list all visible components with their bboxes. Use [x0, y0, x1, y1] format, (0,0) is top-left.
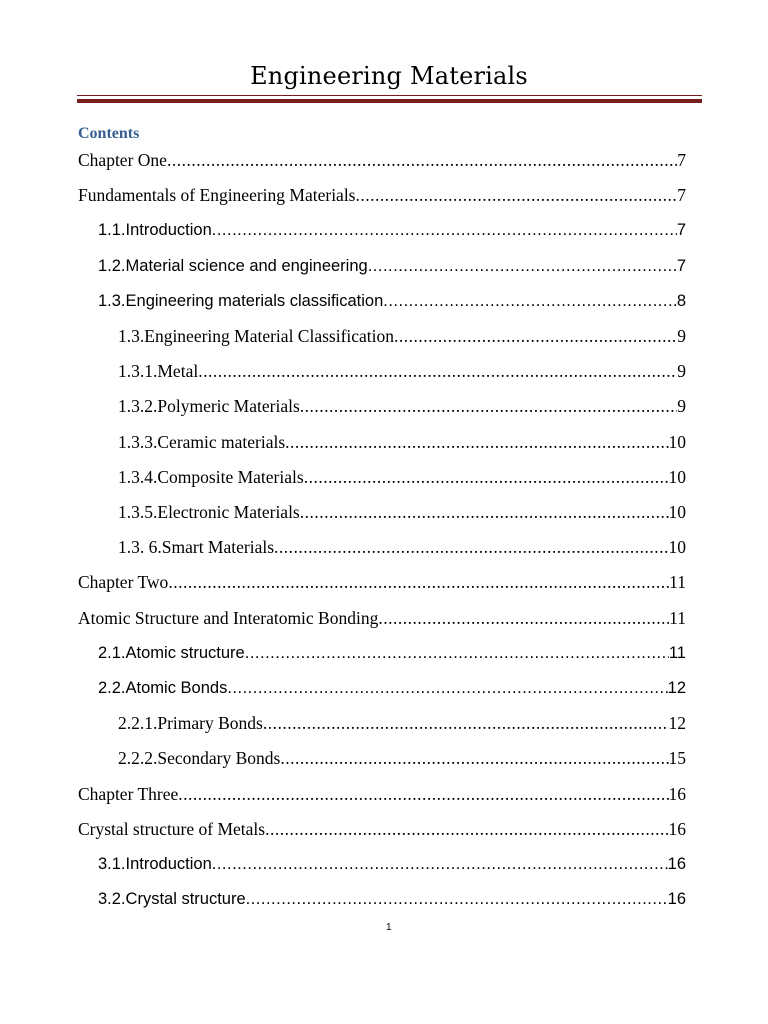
toc-entry-label: Polymeric Materials: [157, 396, 300, 417]
toc-entry-page: 9: [677, 326, 686, 346]
toc-entry[interactable]: [78, 817, 686, 841]
toc-entry-page: 16: [667, 855, 686, 873]
toc-entry-number: 2.2.2.: [118, 748, 158, 769]
toc-entry[interactable]: [98, 289, 686, 313]
toc-entry-number: 2.1.: [98, 643, 126, 662]
toc-dot-leader: [285, 430, 668, 454]
toc-dot-leader: [263, 711, 669, 735]
toc-dot-leader: [304, 465, 669, 489]
toc-dot-leader: [245, 641, 669, 665]
toc-entry[interactable]: [118, 746, 686, 770]
toc-entry[interactable]: [98, 887, 686, 911]
toc-entry-page: 10: [668, 466, 686, 487]
toc-entry[interactable]: [118, 430, 686, 454]
toc-entry-label: Secondary Bonds: [157, 748, 281, 769]
toc-dot-leader: [178, 782, 668, 806]
toc-entry[interactable]: [78, 570, 686, 594]
toc-entry-page: 9: [677, 396, 686, 417]
toc-entry-number: 3.1.: [98, 855, 126, 873]
toc-entry-number: 3.2.: [98, 890, 126, 909]
title-rule-thick: [77, 99, 702, 103]
toc-entry-label: Primary Bonds: [157, 713, 263, 734]
toc-dot-leader: [280, 746, 668, 770]
toc-dot-leader: [212, 852, 668, 876]
toc-entry-number: 1.3.: [118, 326, 145, 346]
toc-dot-leader: [227, 676, 667, 700]
toc-entry-label: Atomic structure: [125, 643, 245, 662]
toc-entry-page: 11: [668, 643, 686, 662]
toc-entry-label: Atomic Bonds: [125, 679, 228, 697]
toc-dot-leader: [368, 254, 677, 278]
toc-dot-leader: [167, 148, 677, 172]
toc-entry[interactable]: [118, 324, 686, 348]
toc-entry[interactable]: [118, 465, 686, 489]
toc-entry-page: 9: [677, 361, 686, 382]
toc-entry-number: 1.3. 6.: [118, 537, 162, 558]
toc-dot-leader: [300, 394, 677, 418]
toc-entry[interactable]: [78, 606, 686, 630]
toc-entry[interactable]: [98, 852, 686, 876]
toc-entry[interactable]: [118, 535, 686, 559]
toc-entry[interactable]: [118, 359, 686, 383]
toc-dot-leader: [378, 606, 669, 630]
toc-entry-page: 10: [668, 431, 686, 452]
toc-entry[interactable]: [98, 254, 686, 278]
toc-entry-page: 7: [676, 256, 686, 275]
toc-entry[interactable]: [98, 641, 686, 665]
toc-entry-label: Metal: [157, 361, 199, 382]
toc-dot-leader: [265, 817, 668, 841]
toc-entry-number: 2.2.1.: [118, 713, 158, 734]
toc-dot-leader: [246, 887, 668, 911]
toc-entry[interactable]: [98, 218, 686, 242]
toc-entry-number: 1.3.5.: [118, 502, 158, 522]
toc-dot-leader: [356, 183, 678, 207]
toc-entry-number: 1.3.1.: [118, 361, 158, 382]
toc-entry-page: 12: [668, 713, 686, 734]
toc-entry-label: Crystal structure: [125, 890, 246, 909]
toc-entry-label: Electronic Materials: [157, 502, 300, 522]
toc-entry-page: 7: [676, 221, 686, 240]
toc-entry-number: 1.1.: [98, 221, 126, 240]
contents-heading: Contents: [78, 125, 140, 142]
toc-entry-label: Engineering materials classification: [125, 291, 384, 310]
toc-entry-label: Chapter Two: [78, 572, 169, 593]
document-title: Engineering Materials: [250, 62, 528, 90]
toc-entry-label: Introduction: [125, 221, 212, 240]
page-number: 1: [386, 922, 392, 933]
toc-entry-label: Fundamentals of Engineering Materials: [78, 185, 356, 206]
toc-dot-leader: [300, 500, 669, 524]
toc-entry-page: 12: [667, 679, 686, 697]
toc-entry-number: 1.3.3.: [118, 431, 158, 452]
toc-dot-leader: [212, 218, 677, 242]
toc-entry-label: Ceramic materials: [157, 431, 286, 452]
toc-entry-page: 16: [667, 890, 686, 909]
toc-entry-page: 7: [677, 150, 686, 170]
toc-entry-page: 16: [668, 818, 686, 839]
toc-entry-page: 11: [669, 572, 686, 593]
toc-entry-label: Smart Materials: [161, 537, 275, 558]
toc-entry-label: Introduction: [125, 855, 212, 873]
toc-entry-page: 11: [669, 607, 686, 628]
toc-entry-page: 8: [676, 291, 686, 310]
toc-entry-label: Chapter One: [78, 150, 167, 170]
toc-entry[interactable]: [78, 148, 686, 172]
toc-entry-page: 10: [668, 537, 686, 558]
toc-entry[interactable]: [78, 183, 686, 207]
title-rule-thin: [77, 95, 702, 96]
toc-entry-page: 10: [668, 502, 686, 522]
toc-entry[interactable]: [78, 782, 686, 806]
toc-entry-number: 1.3.: [98, 291, 126, 310]
toc-entry-label: Atomic Structure and Interatomic Bonding: [78, 607, 379, 628]
toc-entry-number: 1.3.4.: [118, 466, 158, 487]
toc-entry-page: 7: [677, 185, 686, 206]
toc-dot-leader: [168, 570, 669, 594]
toc-entry-number: 2.2.: [98, 679, 126, 697]
toc-entry[interactable]: [118, 394, 686, 418]
toc-dot-leader: [274, 535, 668, 559]
toc-entry[interactable]: [98, 676, 686, 700]
toc-entry-page: 15: [668, 748, 686, 769]
toc-entry-label: Composite Materials: [157, 466, 304, 487]
toc-entry-label: Chapter Three: [78, 783, 179, 804]
toc-entry-label: Crystal structure of Metals: [78, 818, 266, 839]
toc-entry-label: Material science and engineering: [125, 256, 368, 275]
toc-entry-page: 16: [668, 783, 686, 804]
toc-dot-leader: [383, 289, 677, 313]
toc-entry-number: 1.2.: [98, 256, 126, 275]
toc-entry[interactable]: [118, 500, 686, 524]
toc-entry[interactable]: [118, 711, 686, 735]
toc-dot-leader: [198, 359, 677, 383]
toc-dot-leader: [394, 324, 677, 348]
toc-entry-label: Engineering Material Classification: [144, 326, 395, 346]
toc-entry-number: 1.3.2.: [118, 396, 158, 417]
